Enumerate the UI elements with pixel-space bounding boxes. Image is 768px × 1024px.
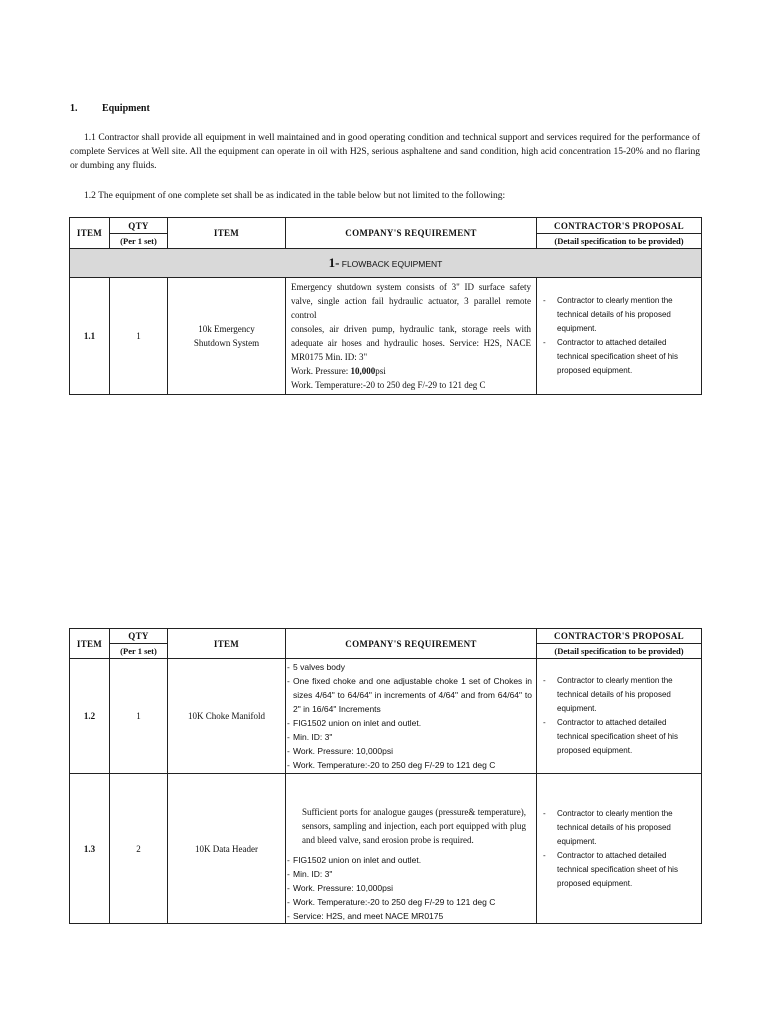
header-item: ITEM: [168, 218, 286, 249]
item-number: 1.2: [70, 659, 110, 774]
requirement-text: Emergency shutdown system consists of 3" ID surface safety valve, single action fail hydraulic actuator, 3 parallel remote control: [291, 282, 531, 320]
requirement-item: - 5 valves body: [286, 660, 532, 674]
equipment-table-1: [69, 217, 702, 395]
item-qty: 2: [110, 774, 168, 924]
table-row: [70, 659, 702, 774]
requirement-item: - One fixed choke and one adjustable choke 1 set of Chokes in sizes 4/64" to 64/64" in increments of 4/64" and from 64/64" to 2" in 16/64" Increments: [286, 674, 532, 716]
requirement-cell: [286, 659, 537, 774]
header-requirement: COMPANY'S REQUIREMENT: [286, 218, 537, 249]
requirement-item: - Work. Temperature:-20 to 250 deg F/-29 to 121 deg C: [286, 895, 532, 909]
requirement-item: - Work. Pressure: 10,000psi: [286, 881, 532, 895]
table-row: [70, 774, 702, 924]
requirement-item: - Min. ID: 3": [286, 730, 532, 744]
proposal-cell: [537, 774, 702, 924]
requirement-item: - Min. ID: 3": [286, 867, 532, 881]
section-heading: [70, 103, 150, 114]
proposal-item: - Contractor to attached detailed technical specification sheet of his proposed equipment.: [543, 716, 695, 758]
header-proposal-sub: (Detail specification to be provided): [537, 644, 702, 659]
requirement-item: - FIG1502 union on inlet and outlet.: [286, 716, 532, 730]
section-number: 1.: [70, 103, 78, 114]
item-name: 10K Choke Manifold: [168, 659, 286, 774]
proposal-item: - Contractor to clearly mention the technical details of his proposed equipment.: [543, 294, 695, 336]
proposal-cell: [537, 278, 702, 395]
group-row: [70, 249, 702, 278]
item-number: 1.1: [70, 278, 110, 395]
item-qty: 1: [110, 278, 168, 395]
item-qty: 1: [110, 659, 168, 774]
header-item: ITEM: [168, 629, 286, 659]
requirement-cell: [286, 774, 537, 924]
header-qty: QTY: [110, 629, 168, 644]
group-title: FLOWBACK EQUIPMENT: [341, 259, 443, 269]
header-requirement: COMPANY'S REQUIREMENT: [286, 629, 537, 659]
paragraph-1-1: 1.1 Contractor shall provide all equipment in well maintained and in good operating condition and technical support and services required for the performance of complete Services at Well site. All the equipment can operate in oil with H2S, serious asphaltene and sand condition, high acid concentration 15-20% and no flaring or dumbing any fluids.: [70, 133, 700, 171]
proposal-item: - Contractor to attached detailed technical specification sheet of his proposed equipment.: [543, 849, 695, 891]
header-proposal: CONTRACTOR'S PROPOSAL: [537, 629, 702, 644]
requirement-text: Work. Temperature:-20 to 250 deg F/-29 to 121 deg C: [291, 380, 486, 390]
requirement-cell: [286, 278, 537, 395]
proposal-item: - Contractor to clearly mention the technical details of his proposed equipment.: [543, 674, 695, 716]
paragraph-1-2: 1.2 The equipment of one complete set shall be as indicated in the table below but not limited to the following:: [84, 191, 506, 201]
equipment-table-2: [69, 628, 702, 924]
table-row: [70, 278, 702, 395]
requirement-text: consoles, air driven pump, hydraulic tank, storage reels with adequate air hoses and hydraulic hoses. Service: H2S, NACE MR0175 Min. ID: 3": [291, 324, 531, 362]
requirement-item: - Service: H2S, and meet NACE MR0175: [286, 909, 532, 923]
header-proposal-sub: (Detail specification to be provided): [537, 234, 702, 249]
header-qty-sub: (Per 1 set): [110, 644, 168, 659]
requirement-intro: Sufficient ports for analogue gauges (pressure& temperature), sensors, sampling and injection, each port equipped with plug and bleed valve, sand erosion probe is required.: [302, 807, 526, 845]
proposal-item: - Contractor to clearly mention the technical details of his proposed equipment.: [543, 807, 695, 849]
requirement-item: - FIG1502 union on inlet and outlet.: [286, 853, 532, 867]
requirement-item: - Work. Temperature:-20 to 250 deg F/-29 to 121 deg C: [286, 758, 532, 772]
item-number: 1.3: [70, 774, 110, 924]
header-qty: QTY: [110, 218, 168, 234]
proposal-cell: [537, 659, 702, 774]
requirement-text: Work. Pressure: 10,000psi: [291, 366, 386, 376]
header-item-number: ITEM: [70, 629, 110, 659]
header-proposal: CONTRACTOR'S PROPOSAL: [537, 218, 702, 234]
requirement-item: - Work. Pressure: 10,000psi: [286, 744, 532, 758]
item-name: 10K Data Header: [168, 774, 286, 924]
header-qty-sub: (Per 1 set): [110, 234, 168, 249]
proposal-item: - Contractor to attached detailed technical specification sheet of his proposed equipment.: [543, 336, 695, 378]
header-item-number: ITEM: [70, 218, 110, 249]
group-number: 1-: [328, 255, 340, 270]
section-title: Equipment: [102, 103, 150, 114]
item-name: 10k Emergency Shutdown System: [168, 278, 286, 395]
